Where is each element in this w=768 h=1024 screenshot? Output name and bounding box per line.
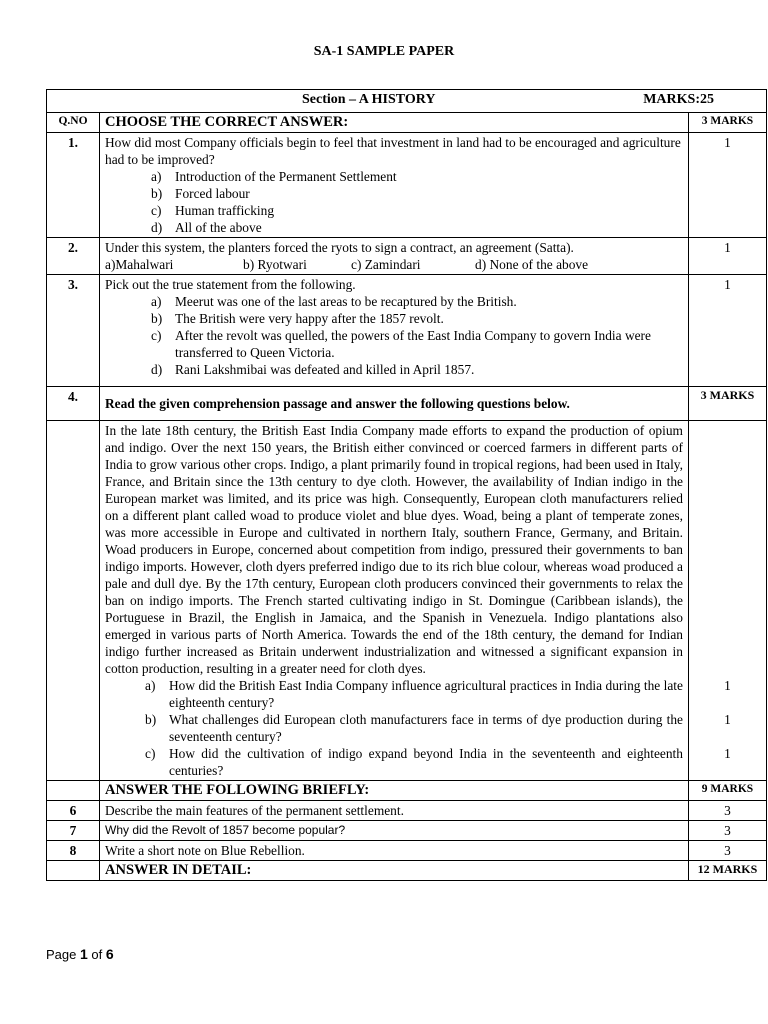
option: d) Rani Lakshmibai was defeated and killed in April 1857. bbox=[151, 362, 475, 377]
sub-question: b) What challenges did European cloth manufacturers face in terms of dye production during the seventeenth century? bbox=[145, 712, 683, 744]
option: d) All of the above bbox=[151, 220, 262, 235]
document-title: SA-1 SAMPLE PAPER bbox=[313, 44, 455, 59]
question-marks: 3 MARKS bbox=[688, 387, 766, 421]
instruction-brief: ANSWER THE FOLLOWING BRIEFLY: bbox=[100, 781, 689, 801]
question-text: Under this system, the planters forced the ryots to sign a contract, an agreement (Satta). bbox=[105, 240, 574, 255]
option: b) Ryotwari bbox=[243, 257, 307, 272]
footer-of: of bbox=[91, 947, 103, 962]
question-number: 1. bbox=[47, 133, 100, 238]
question-number: 7 bbox=[47, 821, 100, 841]
question-number: 2. bbox=[47, 238, 100, 275]
footer-current-page: 1 bbox=[80, 946, 88, 962]
question-text: How did most Company officials begin to feel that investment in land had to be encouraged and agriculture had to be improved? bbox=[105, 135, 681, 167]
comprehension-passage: In the late 18th century, the British East India Company made efforts to expand the production of opium and indigo. Over the next 150 years, the British either convinced or coerced farmers in different parts of India to grow various other crops. Indigo, a plant primarily found in tropical regions, had been used in Italy, France, and Britain since the 13th century to dye cloth. However, the availability of Indian indigo in the European market was limited, and its price was high. Consequently, European cloth manufacturers relied on a different plant called woad to produce violet and blue dyes. Woad, being a plant of temperate zones, was more accessible in Europe and cultivated in northern Italy, southern France, Germany, and Britain. Woad producers in Europe, concerned about competition from indigo, pressured their governments to ban indigo imports. However, cloth dyers preferred indigo due to its rich blue colour, whereas woad produced a pale and dull dye. By the 17th century, European cloth producers convinced their governments to relax the ban on indigo imports. The French started cultivating indigo in St. Domingue (Caribbean islands), the Portuguese in Brazil, the English in Jamaica, and the Spanish in Venezuela. Indigo plantations also emerged in various parts of North America. Towards the end of the 18th century, the demand for Indian indigo further increased as Britain underwent industrialization and witnessed a significant expansion in cotton production, resulting in a greater need for cloth dyes. bbox=[105, 423, 683, 676]
section-name: Section – A HISTORY bbox=[302, 92, 436, 107]
question-row-4 bbox=[47, 387, 767, 421]
options-list bbox=[105, 168, 683, 236]
option: b) The British were very happy after the 1857 revolt. bbox=[151, 311, 444, 326]
sub-question: c) How did the cultivation of indigo expand beyond India in the seventeenth and eighteenth centuries? bbox=[145, 746, 683, 778]
section-marks: MARKS:25 bbox=[643, 92, 714, 107]
question-row-6 bbox=[47, 801, 767, 821]
question-table bbox=[46, 89, 767, 881]
sub-question-marks: 1 bbox=[724, 712, 731, 727]
question-text: Read the given comprehension passage and answer the following questions below. bbox=[100, 387, 689, 421]
question-text: Write a short note on Blue Rebellion. bbox=[100, 841, 689, 861]
marks-mcq: 3 MARKS bbox=[688, 113, 766, 133]
question-row-7 bbox=[47, 821, 767, 841]
sub-question: a) How did the British East India Company influence agricultural practices in India during the late eighteenth century? bbox=[145, 678, 683, 710]
sub-question-marks: 1 bbox=[724, 746, 731, 761]
marks-brief: 9 MARKS bbox=[688, 781, 766, 801]
question-marks: 1 bbox=[688, 133, 766, 238]
option: a) Introduction of the Permanent Settlement bbox=[151, 169, 397, 184]
footer-total-pages: 6 bbox=[105, 946, 114, 962]
brief-header-row bbox=[47, 781, 767, 801]
question-marks: 3 bbox=[688, 801, 766, 821]
question-number: 6 bbox=[47, 801, 100, 821]
option: a) Meerut was one of the last areas to be recaptured by the British. bbox=[151, 294, 517, 309]
options-inline bbox=[105, 256, 683, 273]
option: d) None of the above bbox=[475, 257, 589, 272]
question-row-8 bbox=[47, 841, 767, 861]
question-row-3 bbox=[47, 275, 767, 387]
instruction-mcq: CHOOSE THE CORRECT ANSWER: bbox=[100, 113, 689, 133]
detail-header-row bbox=[47, 861, 767, 881]
options-list bbox=[105, 293, 683, 378]
question-marks: 3 bbox=[688, 821, 766, 841]
passage-row bbox=[47, 421, 767, 781]
sub-question-marks: 1 bbox=[724, 678, 731, 693]
question-row-2 bbox=[47, 238, 767, 275]
question-number: 8 bbox=[47, 841, 100, 861]
qno-header: Q.NO bbox=[47, 113, 100, 133]
question-marks: 3 bbox=[688, 841, 766, 861]
option: c) After the revolt was quelled, the powers of the East India Company to govern India were transferred to Queen Victoria. bbox=[151, 328, 651, 360]
section-row bbox=[47, 90, 767, 113]
header-row bbox=[47, 113, 767, 133]
option: c) Zamindari bbox=[351, 257, 421, 272]
question-marks: 1 bbox=[688, 275, 766, 387]
sub-questions bbox=[105, 677, 683, 779]
question-text: Pick out the true statement from the following. bbox=[105, 277, 356, 292]
question-row-1 bbox=[47, 133, 767, 238]
instruction-detail: ANSWER IN DETAIL: bbox=[100, 861, 689, 881]
option: b) Forced labour bbox=[151, 186, 250, 201]
option: a)Mahalwari bbox=[105, 257, 174, 272]
marks-detail: 12 MARKS bbox=[688, 861, 766, 881]
footer-prefix: Page bbox=[46, 947, 77, 962]
question-marks: 1 bbox=[688, 238, 766, 275]
question-text: Describe the main features of the permanent settlement. bbox=[100, 801, 689, 821]
question-text: Why did the Revolt of 1857 become popular? bbox=[100, 821, 689, 841]
page-footer bbox=[46, 946, 114, 962]
question-number: 3. bbox=[47, 275, 100, 387]
question-number: 4. bbox=[47, 387, 100, 421]
option: c) Human trafficking bbox=[151, 203, 275, 218]
